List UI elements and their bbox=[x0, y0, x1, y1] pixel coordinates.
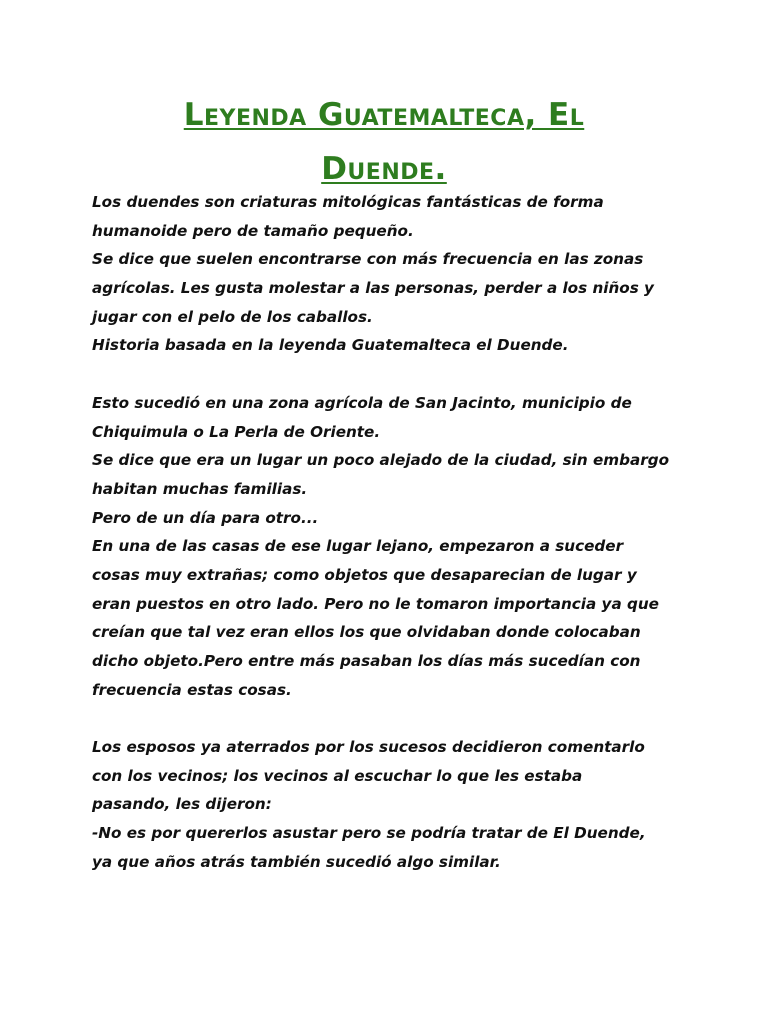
text-line: Esto sucedió en una zona agrícola de San Jacinto, municipio de bbox=[92, 393, 632, 412]
text-line: Se dice que suelen encontrarse con más frecuencia en las zonas bbox=[92, 250, 644, 269]
text-line: Los esposos ya aterrados por los sucesos decidieron comentarlo bbox=[92, 738, 645, 757]
text-line: frecuencia estas cosas. bbox=[92, 680, 292, 699]
paragraph-break bbox=[92, 360, 688, 389]
title-line-1: Leyenda Guatemalteca, El bbox=[183, 97, 585, 133]
document-body bbox=[92, 188, 688, 877]
text-line: ya que años atrás también sucedió algo similar. bbox=[92, 852, 501, 871]
text-line: -No es por quererlos asustar pero se podría tratar de El Duende, bbox=[92, 824, 646, 843]
text-line: pasando, les dijeron: bbox=[92, 795, 272, 814]
title-line-2: Duende. bbox=[321, 151, 447, 187]
text-line: En una de las casas de ese lugar lejano, empezaron a suceder bbox=[92, 537, 624, 556]
text-line: jugar con el pelo de los caballos. bbox=[92, 307, 373, 326]
text-line: habitan muchas familias. bbox=[92, 479, 308, 498]
text-line: cosas muy extrañas; como objetos que desaparecian de lugar y bbox=[92, 565, 637, 584]
text-line: Los duendes son criaturas mitológicas fantásticas de forma bbox=[92, 193, 604, 211]
document-title bbox=[100, 88, 668, 196]
paragraph-break bbox=[92, 704, 688, 733]
text-line: Historia basada en la leyenda Guatemalteca el Duende. bbox=[92, 336, 569, 355]
text-line: con los vecinos; los vecinos al escuchar lo que les estaba bbox=[92, 766, 583, 785]
text-line: creían que tal vez eran ellos los que olvidaban donde colocaban bbox=[92, 623, 641, 642]
text-line: eran puestos en otro lado. Pero no le tomaron importancia ya que bbox=[92, 594, 659, 613]
text-line: dicho objeto.Pero entre más pasaban los días más sucedían con bbox=[92, 652, 641, 670]
text-line: Pero de un día para otro... bbox=[92, 508, 319, 527]
text-line: agrícolas. Les gusta molestar a las personas, perder a los niños y bbox=[92, 279, 654, 298]
text-line: Se dice que era un lugar un poco alejado de la ciudad, sin embargo bbox=[92, 451, 670, 470]
text-line: Chiquimula o La Perla de Oriente. bbox=[92, 422, 381, 441]
text-line: humanoide pero de tamaño pequeño. bbox=[92, 221, 414, 240]
